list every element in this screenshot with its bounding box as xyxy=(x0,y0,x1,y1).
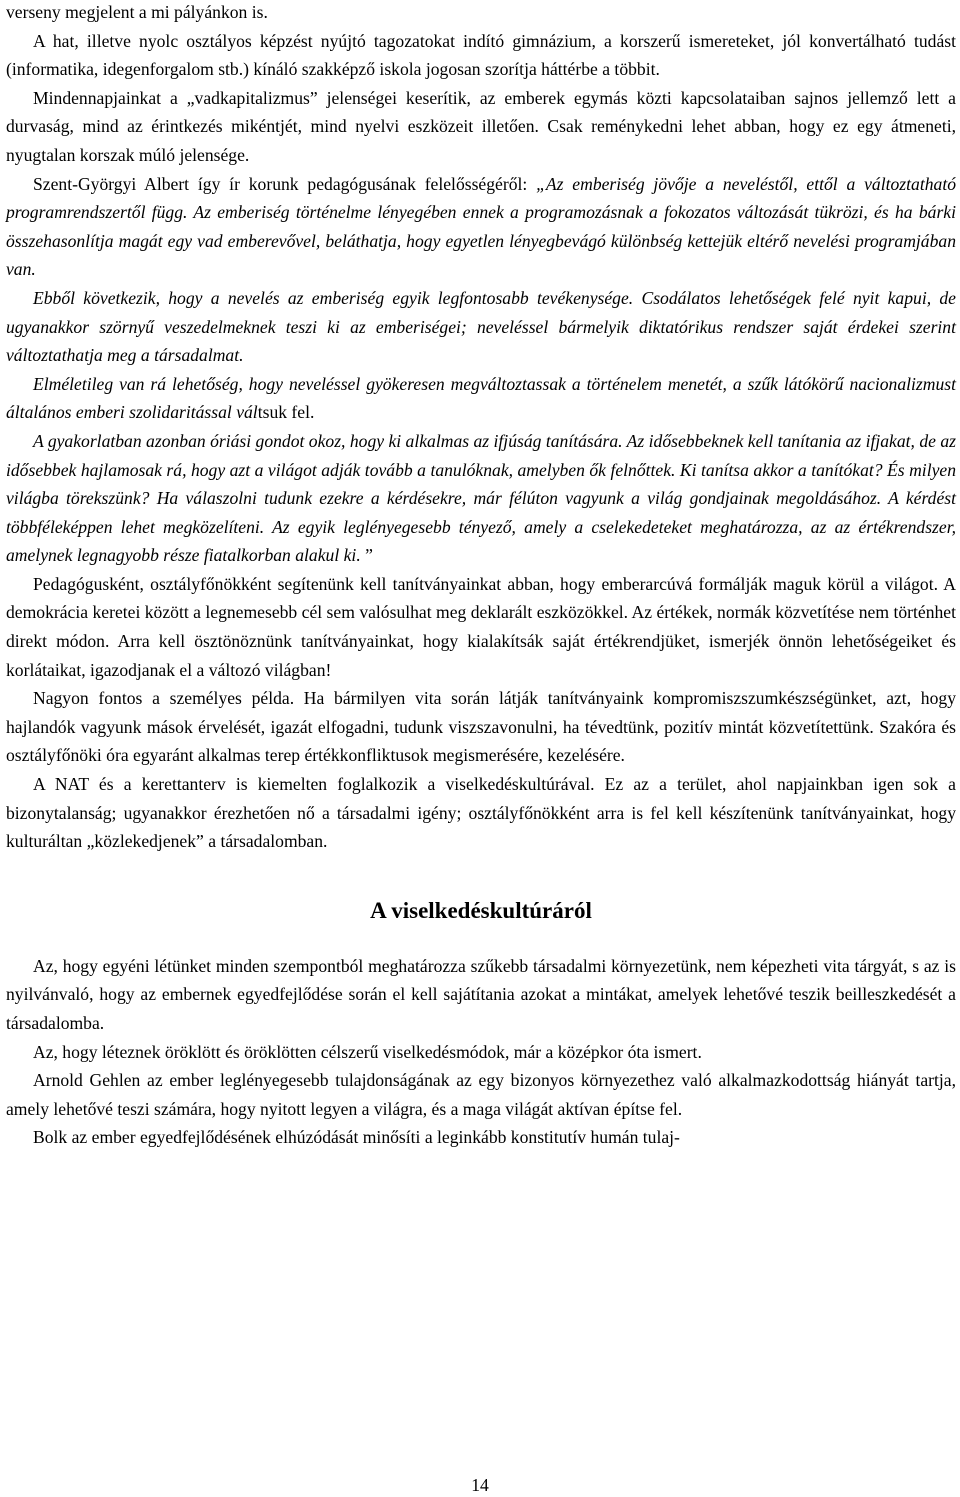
italic-quote-text: Elméletileg van rá lehetőség, hogy neveléssel gyökeresen megváltoztassak a történelem menetét, a szűk látókörű nacionalizmust általános emberi szolidaritással vál xyxy=(6,373,956,423)
paragraph xyxy=(6,1066,956,1123)
body-text-bottom xyxy=(6,952,956,1152)
paragraph-text: A hat, illetve nyolc osztályos képzést nyújtó tagozatokat indító gimnázium, a korszerű ismereteket, jól konvertálható tudást (informatika, idegenforgalom stb.) kínáló szakképző iskola jogosan szorítja háttérbe a többit. xyxy=(6,30,956,80)
paragraph xyxy=(6,170,956,284)
paragraph xyxy=(6,1123,956,1152)
paragraph-text: Bolk az ember egyedfejlődésének elhúzódását minősíti a leginkább konstitutív humán tulaj- xyxy=(33,1127,680,1148)
paragraph xyxy=(6,84,956,170)
document-page xyxy=(6,0,956,1152)
page-number: 14 xyxy=(471,1475,489,1495)
paragraph-text: ” xyxy=(360,545,373,566)
paragraph xyxy=(6,427,956,570)
paragraph-text: tsuk fel. xyxy=(257,402,315,423)
paragraph xyxy=(6,952,956,1038)
paragraph-text: Nagyon fontos a személyes példa. Ha bármilyen vita során látják tanítványaink kompromiszszumkészségünket, azt, hogy hajlandók vagyunk mások érvelését, igazát elfogadni, tudunk viszszavonulni, ha tévedtünk, pozitív mintát közvetítettünk. Szakóra és osztályfőnöki óra egyaránt alkalmas terep értékkonfliktusok megismerésére, kezelésére. xyxy=(6,688,956,766)
paragraph-text: Arnold Gehlen az ember leglényegesebb tulajdonságának az egy bizonyos környezethez való alkalmazkodottság hiányát tartja, amely lehetővé teszi számára, hogy nyitott legyen a világra, és a maga világát aktívan építse fel. xyxy=(6,1070,956,1119)
paragraph-text: Az, hogy egyéni létünket minden szempontból meghatározza szűkebb társadalmi környezetünk, nem képezheti vita tárgyát, s az is nyilvánvaló, hogy az embernek egyedfejlődése során el kell sajátítania azokat a mintákat, amelyek lehetővé teszik beilleszkedését a társadalomba. xyxy=(6,955,956,1033)
paragraph-text: verseny megjelent a mi pályánkon is. xyxy=(6,2,268,22)
italic-quote-text: Ebből következik, hogy a nevelés az emberiség egyik legfontosabb tevékenysége. Csodálatos lehetőségek felé nyit kapui, de ugyanakkor szörnyű veszedelmeknek teszi ki az emberiségei; neveléssel bármelyik diktatórikus rendszer saját érdekei szerint változtathatja meg a társadalmat. xyxy=(6,287,956,366)
section-heading: A viselkedéskultúráról xyxy=(370,897,592,923)
paragraph xyxy=(6,570,956,684)
paragraph xyxy=(6,1038,956,1067)
paragraph xyxy=(6,370,956,427)
paragraph xyxy=(6,0,956,27)
paragraph-text: Pedagógusként, osztályfőnökként segítenünk kell tanítványainkat abban, hogy emberarcúvá formálják maguk körül a világot. A demokrácia keretei között a legnemesebb cél sem valósulhat meg deklarált eszközökkel. Az értékek, normák közvetítése nem történhet direkt módon. Arra kell ösztönöznünk tanítványainkat, hogy kialakítsák saját értékrendjüket, ismerjék önnön lehetőségeiket és korlátaikat, igazodjanak el a változó világban! xyxy=(6,573,956,680)
italic-quote-text: „Az emberiség jövője a neveléstől, ettől a változtatható programrendszertől függ. Az emberiség történelme lényegében ennek a programozásnak a fokozatos változását tükrözi, és ha bárki összehasonlítja magát egy vad emberevővel, beláthatja, hogy egyetlen lényegbevágó különbség kettejük eltérő nevelési programjában van. xyxy=(6,173,956,280)
italic-quote-text: A gyakorlatban azonban óriási gondot okoz, hogy ki alkalmas az ifjúság tanítására. Az idősebbeknek kell tanítania az ifjakat, de az idősebbek hajlamosak rá, hogy azt a világot adják tovább a tanulóknak, amelyben ők felnőttek. Ki tanítsa akkor a tanítókat? És milyen világba törekszünk? Ha válaszolni tudunk ezekre a kérdésekre, már félúton vagyunk a világ gondjainak megoldásához. A kérdést többféleképpen lehet megközelíteni. Az egyik leglényegesebb tényező, amely a cselekedeteket meghatározza, az az értékrendszer, amelynek legnagyobb része fiatalkorban alakul ki. xyxy=(6,430,956,566)
paragraph-text: Mindennapjainkat a „vadkapitalizmus” jelenségei keserítik, az emberek egymás közti kapcsolataiban sajnos jellemző lett a durvaság, mind az érintkezés mikéntjét, mind nyelvi eszközeit illetően. Csak reménykedni lehet abban, hogy ez egy átmeneti, nyugtalan korszak múló jelensége. xyxy=(6,87,956,165)
paragraph xyxy=(6,770,956,856)
paragraph xyxy=(6,284,956,370)
paragraph-text: Szent-Györgyi Albert így ír korunk pedagógusának felelősségéről: xyxy=(33,173,537,194)
paragraph-text: Az, hogy léteznek öröklött és öröklötten célszerű viselkedésmódok, már a középkor óta ismert. xyxy=(33,1041,702,1062)
paragraph-text: A NAT és a kerettanterv is kiemelten foglalkozik a viselkedéskultúrával. Ez az a terület, ahol napjainkban igen sok a bizonytalanság; ugyanakkor érezhetően nő a társadalmi igény; osztályfőnökként arra is fel kell készítenünk tanítványainkat, hogy kulturáltan „közlekedjenek” a társadalomban. xyxy=(6,774,956,852)
body-text-top xyxy=(6,0,956,856)
paragraph xyxy=(6,684,956,770)
paragraph xyxy=(6,27,956,84)
